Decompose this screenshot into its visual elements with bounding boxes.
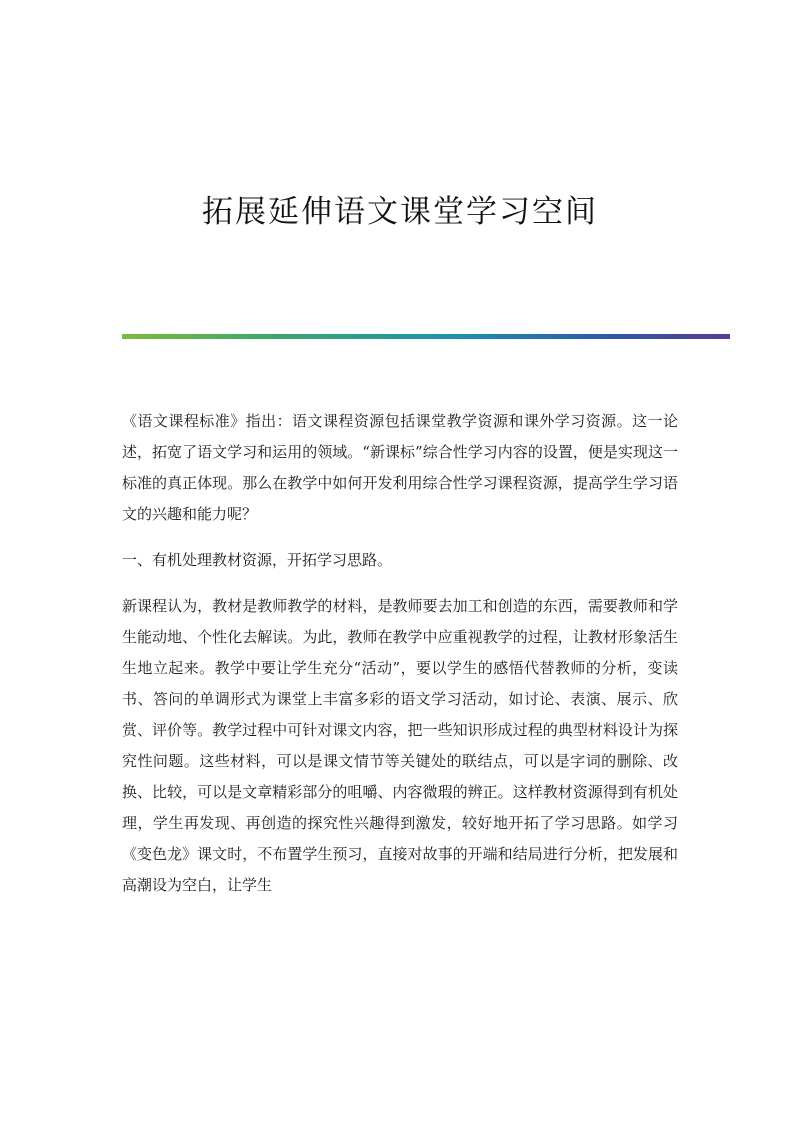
title-divider (122, 334, 730, 339)
document-title: 拓展延伸语文课堂学习空间 (202, 194, 598, 230)
paragraph-intro: 《语文课程标准》指出：语文课程资源包括课堂教学资源和课外学习资源。这一论述，拓宽了语文学习和运用的领域。“新课标”综合性学习内容的设置，便是实现这一标准的真正体现。那么在教学中如何开发利用综合性学习课程资源，提高学生学习语文的兴趣和能力呢？ (122, 412, 678, 523)
section-heading-1: 一、有机处理教材资源，开拓学习思路。 (122, 551, 393, 569)
paragraph-section-1: 新课程认为，教材是教师教学的材料，是教师要去加工和创造的东西，需要教师和学生能动地、个性化去解读。为此，教师在教学中应重视教学的过程，让教材形象活生生地立起来。教学中要让学生充分“活动”，要以学生的感悟代替教师的分析，变读书、答问的单调形式为课堂上丰富多彩的语文学习活动，如讨论、表演、展示、欣赏、评价等。教学过程中可针对课文内容，把一些知识形成过程的典型材料设计为探究性问题。这些材料，可以是课文情节等关键处的联结点，可以是字词的删除、改换、比较，可以是文章精彩部分的咀嚼、内容微瑕的辨正。这样教材资源得到有机处理，学生再发现、再创造的探究性兴趣得到激发，较好地开拓了学习思路。如学习《变色龙》课文时，不布置学生预习，直接对故事的开端和结局进行分析，把发展和高潮设为空白，让学生 (122, 597, 678, 894)
document-body (122, 406, 678, 901)
